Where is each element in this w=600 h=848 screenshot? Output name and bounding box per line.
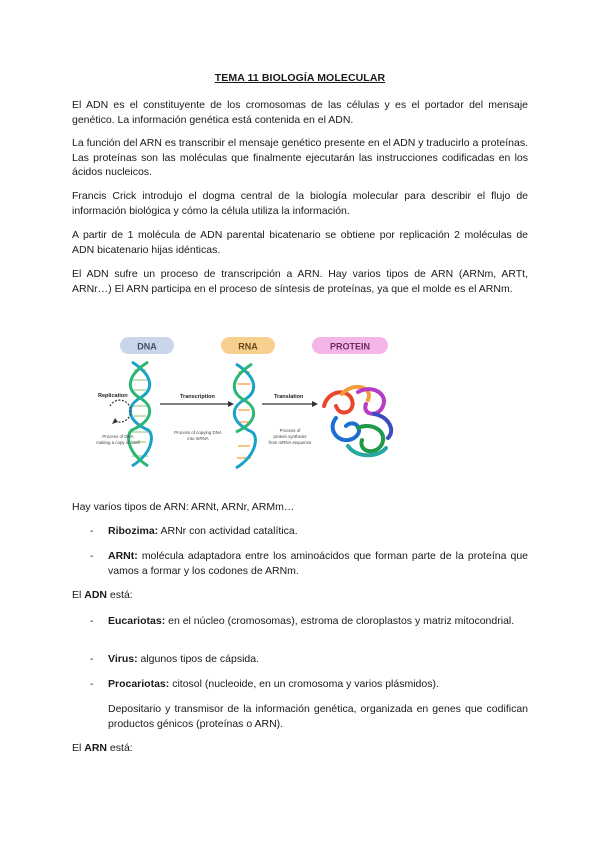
dna-helix-icon bbox=[129, 362, 152, 466]
arn-location-heading: El ARN está: bbox=[72, 742, 133, 754]
replication-step-label: Replication bbox=[98, 393, 128, 399]
translation-caption-line-3: from mRNA sequence bbox=[268, 440, 312, 445]
list-item-ribozima bbox=[90, 524, 528, 539]
list-item-procariotas bbox=[90, 677, 528, 692]
arn-word: ARN bbox=[84, 742, 108, 754]
ribozima-label: Ribozima: bbox=[108, 525, 159, 537]
rna-label: RNA bbox=[238, 341, 258, 352]
list-item-arnt bbox=[90, 549, 528, 578]
translation-caption-line-2: protein synthesis bbox=[273, 434, 307, 439]
procariotas-label: Procariotas: bbox=[108, 678, 170, 690]
paragraph-arn-function: La función del ARN es transcribir el mensaje genético presente en el ADN y traducirlo a proteínas. Las proteínas son las moléculas que finalmente ejecutarán las instrucciones codificadas en los ácidos nucleicos. bbox=[72, 137, 528, 178]
list-item-eucariotas bbox=[90, 614, 528, 629]
transcription-arrowhead bbox=[228, 401, 234, 407]
document-title: TEMA 11 BIOLOGÍA MOLECULAR bbox=[214, 72, 386, 84]
arnt-text: molécula adaptadora entre los aminoácidos que forman parte de la proteína que vamos a formar y los codones de ARNm. bbox=[108, 550, 528, 577]
eucariotas-text: en el núcleo (cromosomas), estroma de cloroplastos y matriz mitocondrial. bbox=[165, 615, 515, 627]
procariotas-text: citosol (nucleoide, en un cromosoma y varios plásmidos). bbox=[169, 678, 439, 690]
rna-strand-icon bbox=[234, 364, 255, 468]
adn-note: Depositario y transmisor de la información genética, organizada en genes que codifican productos génicos (proteínas o ARN). bbox=[108, 703, 528, 730]
list-dash: - bbox=[90, 550, 94, 562]
paragraph-crick-dogma: Francis Crick introdujo el dogma central de la biología molecular para describir el flujo de información biológica y cómo la célula utiliza la información. bbox=[72, 190, 528, 217]
list-item-virus bbox=[90, 652, 528, 667]
replication-caption-line-2: making a copy of itself bbox=[96, 440, 140, 445]
adn-word: ADN bbox=[84, 589, 108, 601]
list-dash: - bbox=[90, 678, 94, 690]
list-dash: - bbox=[90, 525, 94, 537]
translation-arrowhead bbox=[312, 401, 318, 407]
paragraph-adn-intro: El ADN es el constituyente de los cromosomas de las células y es el portador del mensaje genético. La información genética está contenida en el ADN. bbox=[72, 99, 528, 126]
dna-label: DNA bbox=[137, 341, 157, 352]
central-dogma-figure bbox=[96, 334, 414, 484]
protein-ribbon-icon bbox=[324, 387, 391, 455]
replication-cycle-icon bbox=[110, 400, 131, 424]
list-dash: - bbox=[90, 615, 94, 627]
paragraph-transcription: El ADN sufre un proceso de transcripción a ARN. Hay varios tipos de ARN (ARNm, ARTt, ARNr…) El ARN participa en el proceso de síntesis de proteínas, ya que el molde es el ARNm. bbox=[72, 268, 528, 295]
list-dash: - bbox=[90, 653, 94, 665]
eucariotas-label: Eucariotas: bbox=[108, 615, 166, 627]
protein-label: PROTEIN bbox=[329, 341, 371, 352]
translation-caption-line-1: Process of bbox=[279, 428, 301, 433]
replication-caption-line-1: Process of DNA bbox=[102, 434, 134, 439]
rna-types-intro: Hay varios tipos de ARN: ARNt, ARNr, ARMm… bbox=[72, 501, 295, 513]
paragraph-replication: A partir de 1 molécula de ADN parental bicatenario se obtiene por replicación 2 moléculas de ADN bicatenario hijas idénticas. bbox=[72, 229, 528, 256]
translation-step-label: Translation bbox=[274, 394, 304, 400]
transcription-step-label: Transcription bbox=[180, 394, 215, 400]
arnt-label: ARNt: bbox=[108, 550, 138, 562]
ribozima-text: ARNr con actividad catalítica. bbox=[158, 525, 298, 537]
transcription-caption-line-2: into mRNA bbox=[187, 436, 209, 441]
virus-label: Virus: bbox=[108, 653, 138, 665]
transcription-caption-line-1: Process of copying DNA bbox=[174, 430, 222, 435]
virus-text: algunos tipos de cápsida. bbox=[137, 653, 259, 665]
adn-location-heading: El ADN está: bbox=[72, 589, 133, 601]
